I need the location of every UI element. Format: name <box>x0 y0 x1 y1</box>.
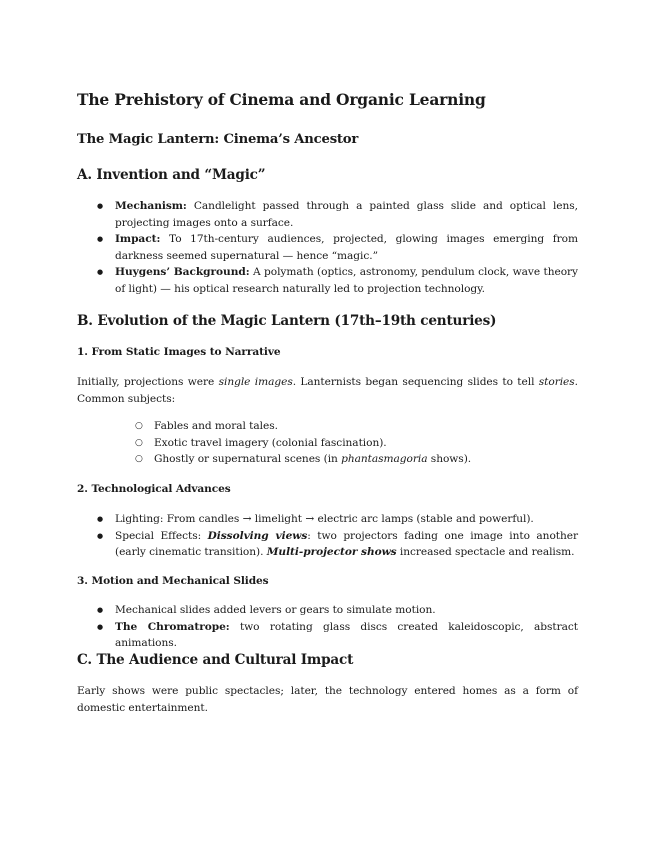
subsection-3-heading: 3. Motion and Mechanical Slides <box>77 575 269 587</box>
item-text: A polymath (optics, astronomy, pendulum clock, wave theory of light) — his optical research naturally led to projection technology. <box>115 266 578 295</box>
section-b-heading: B. Evolution of the Magic Lantern (17th–19th centuries) <box>77 313 497 329</box>
item-label: Huygens’ Background: <box>115 266 250 278</box>
item-text: Candlelight passed through a painted glass slide and optical lens, projecting images onto a surface. <box>115 200 578 229</box>
subjects-list <box>135 418 578 468</box>
section-a-heading: A. Invention and “Magic” <box>77 167 266 183</box>
list-item <box>77 231 578 264</box>
item-text: To 17th-century audiences, projected, glowing images emerging from darkness seemed supernatural — hence “magic.” <box>115 233 578 262</box>
item-label: Mechanism: <box>115 200 187 212</box>
section-a-list <box>77 198 578 297</box>
list-item: ● Lighting: From candles → limelight → electric arc lamps (stable and powerful). <box>77 511 578 528</box>
list-item: ● The Chromatrope: two rotating glass discs created kaleidoscopic, abstract animations. <box>77 619 578 652</box>
document-title: The Prehistory of Cinema and Organic Learning <box>77 90 486 109</box>
subsection-1-heading: 1. From Static Images to Narrative <box>77 346 281 358</box>
list-item: ● Special Effects: Dissolving views: two projectors fading one image into another (early cinematic transition). Multi-projector shows increased spectacle and realism. <box>77 528 578 561</box>
subsection-1-paragraph: Initially, projections were single images. Lanternists began sequencing slides to tell stories. Common subjects: <box>77 376 578 405</box>
list-item <box>77 264 578 297</box>
section-c-paragraph: Early shows were public spectacles; later, the technology entered homes as a form of domestic entertainment. <box>77 685 578 714</box>
document-subtitle: The Magic Lantern: Cinema’s Ancestor <box>77 132 359 147</box>
section-c-heading: C. The Audience and Cultural Impact <box>77 652 354 668</box>
list-item <box>77 198 578 231</box>
list-item: ○ Exotic travel imagery (colonial fascination). <box>135 435 578 452</box>
motion-list <box>77 602 578 652</box>
advances-list <box>77 511 578 561</box>
list-item: ○ Fables and moral tales. <box>135 418 578 435</box>
list-item: ● Mechanical slides added levers or gears to simulate motion. <box>77 602 578 619</box>
item-label: Impact: <box>115 233 161 245</box>
subsection-2-heading: 2. Technological Advances <box>77 483 231 495</box>
list-item: ○ Ghostly or supernatural scenes (in phantasmagoria shows). <box>135 451 578 468</box>
